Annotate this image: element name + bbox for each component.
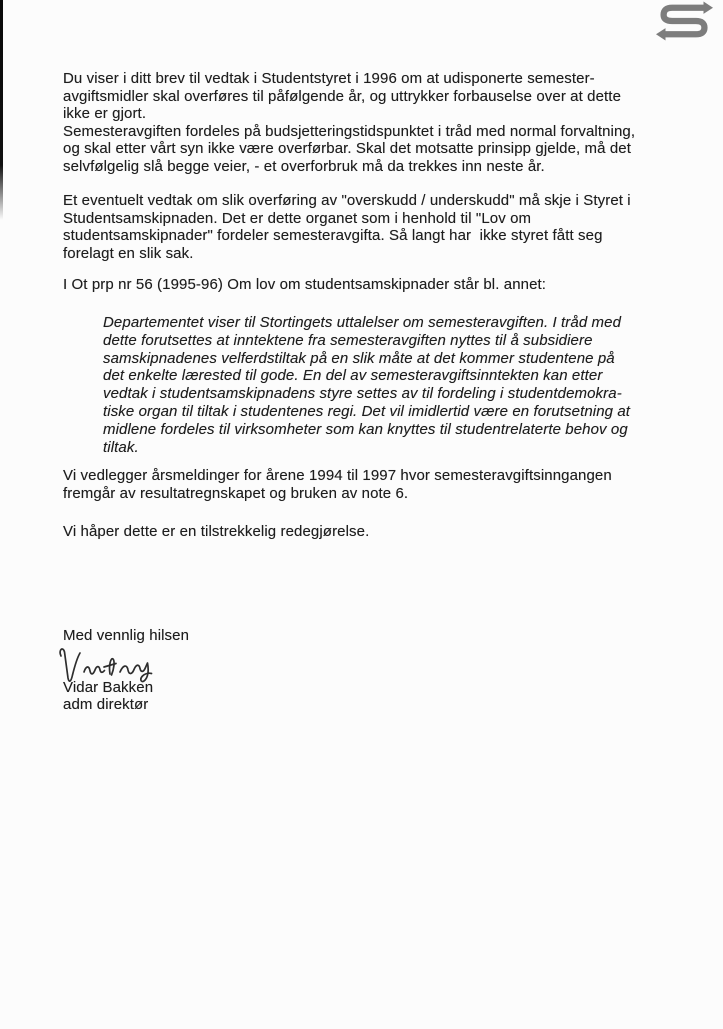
block-quote: [103, 314, 648, 456]
text-line: avgiftsmidler skal overføres til påfølgende år, og uttrykker forbauselse over at dette: [63, 87, 622, 105]
text-line: og skal etter vårt syn ikke være overførbar. Skal det motsatte prinsipp gjelde, må det: [63, 140, 632, 157]
text-line: Vidar Bakken: [63, 679, 154, 696]
scan-edge-artifact: [0, 0, 3, 220]
text-line: Semesteravgiften fordeles på budsjetteringstidspunktet i tråd med normal forvaltning,: [63, 122, 636, 140]
quote-line: tiltak.: [103, 438, 139, 456]
text-line: Et eventuelt vedtak om slik overføring av "overskudd / underskudd" må skje i Styret i: [63, 192, 631, 209]
signer-title: [63, 696, 668, 714]
paragraph-closing-remark: [63, 523, 668, 541]
quote-line: samskipnadenes velferdstiltak på en slik måte at det kommer studentene på: [103, 349, 615, 367]
signer-name: [63, 679, 668, 697]
quote-line: tiske organ til tiltak i studentenes regi. Det vil imidlertid være en forutsetning at: [103, 402, 631, 420]
salutation: [63, 627, 668, 645]
quote-line: dette forutsettes at inntektene fra semesteravgiften nyttes til å subsidiere: [103, 331, 593, 349]
paragraph-attachments: [63, 467, 668, 502]
paragraph-vedtak: [63, 192, 668, 262]
text-line: Du viser i ditt brev til vedtak i Studentstyret i 1996 om at udisponerte semester-: [63, 70, 595, 87]
text-line: selvfølgelig slå begge veier, - et overforbruk må da trekkes inn neste år.: [63, 157, 545, 175]
s-arrows-logo-shape: [664, 8, 706, 35]
text-line: fremgår av resultatregnskapet og bruken av note 6.: [63, 484, 409, 502]
arrow-left-head: [656, 28, 666, 40]
text-line: Vi håper dette er en tilstrekkelig redegjørelse.: [63, 523, 370, 540]
text-line: adm direktør: [63, 696, 149, 713]
quote-line: det enkelte lærested til gode. En del av semesteravgiftsinntekten kan etter: [103, 367, 603, 385]
quote-line: Departementet viser til Stortingets uttalelser om semesteravgiften. I tråd med: [103, 314, 622, 331]
quote-line: midlene fordeles til virksomheter som kan knyttes til studentrelaterte behov og: [103, 420, 628, 438]
quote-line: vedtak i studentsamskipnadens styre settes av til fordeling i studentdemokra-: [103, 385, 622, 403]
paragraph-reference: [63, 276, 668, 294]
text-line: forelagt en slik sak.: [63, 244, 194, 262]
paragraph-opening: [63, 70, 668, 175]
arrow-right-head: [704, 2, 714, 14]
text-line: Vi vedlegger årsmeldinger for årene 1994 til 1997 hvor semesteravgiftsinngangen: [63, 467, 612, 484]
s-arrows-logo: [656, 1, 713, 41]
text-line: studentsamskipnader" fordeler semesteravgifta. Så langt har ikke styret fått seg: [63, 227, 603, 244]
text-line: Med vennlig hilsen: [63, 627, 190, 644]
text-line: I Ot prp nr 56 (1995-96) Om lov om studentsamskipnader står bl. annet:: [63, 276, 547, 293]
text-line: ikke er gjort.: [63, 105, 147, 122]
text-line: Studentsamskipnaden. Det er dette organet som i henhold til "Lov om: [63, 209, 532, 227]
